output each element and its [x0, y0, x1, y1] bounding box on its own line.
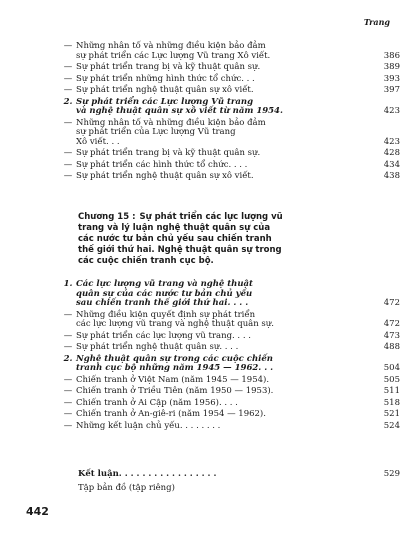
- entry-page: 438: [383, 171, 400, 181]
- entry-text: [76, 343, 374, 353]
- column-header-trang: Trang: [363, 17, 390, 27]
- entry-dash: —: [63, 342, 73, 352]
- entry-dash: —: [63, 397, 73, 408]
- conclusion-section: [78, 470, 400, 493]
- entry-page: 504: [383, 363, 400, 373]
- entry-line: Xô viết. . .: [76, 136, 120, 147]
- entry-line: Nghệ thuật quân sự trong các cuộc chiến: [76, 353, 273, 364]
- chapter-title-line: trang và lý luận nghệ thuật quân sự của: [78, 223, 271, 233]
- entry-page: 423: [383, 136, 400, 147]
- entry-page: 423: [383, 106, 400, 116]
- toc-entry: [60, 161, 400, 171]
- entry-text: [76, 119, 374, 148]
- entry-dash: —: [63, 420, 73, 431]
- entry-text: [76, 161, 374, 171]
- entry-line: Sự phát triển trang bị và kỹ thuật quân sự.: [76, 148, 261, 158]
- toc-section-chapter-15: [60, 280, 400, 433]
- toc-entry: [60, 98, 400, 117]
- entry-line: quân sự của các nước tư bản chủ yếu: [76, 288, 253, 299]
- entry-page: 521: [383, 409, 400, 419]
- entry-dash: —: [63, 148, 73, 158]
- entry-line: Các lực lượng vũ trang và nghệ thuật: [76, 279, 253, 289]
- entry-dash: —: [63, 330, 73, 341]
- chapter-15-heading: [78, 212, 396, 267]
- entry-text: [76, 399, 374, 409]
- toc-entry: [60, 149, 400, 159]
- entry-page: 393: [383, 73, 400, 84]
- conclusion-page: 529: [383, 469, 400, 479]
- entry-text: [76, 376, 374, 386]
- entry-dash: —: [63, 85, 73, 95]
- toc-entry: [60, 75, 400, 85]
- entry-line: Chiến tranh ở Triều Tiên (năm 1950 — 1953).: [76, 386, 274, 396]
- entry-line: Sự phát triển nghệ thuật quân sự. . . .: [76, 342, 239, 352]
- entry-text: [76, 387, 374, 397]
- entry-line: Những kết luận chủ yếu. . . . . . . .: [76, 420, 221, 431]
- entry-text: [76, 98, 374, 117]
- entry-page: 518: [383, 397, 400, 408]
- toc-entry: [60, 332, 400, 342]
- entry-line: sự phát triển các Lực lượng Vũ trang Xô viết.: [76, 50, 271, 61]
- entry-line: Sự phát triển nghệ thuật quân sự xô viết.: [76, 171, 254, 181]
- entry-dash: —: [63, 62, 73, 72]
- entry-page: 505: [383, 374, 400, 385]
- chapter-title-line: Sự phát triển các lực lượng vũ: [139, 212, 283, 222]
- toc-entry: [60, 376, 400, 386]
- toc-entry: [60, 410, 400, 420]
- entry-page: 488: [383, 342, 400, 352]
- toc-entry: [60, 387, 400, 397]
- toc-entry: [60, 343, 400, 353]
- entry-page: 472: [383, 319, 400, 329]
- entry-text: [76, 332, 374, 342]
- toc-entry: [60, 399, 400, 409]
- entry-number: 1.: [63, 279, 73, 289]
- entry-dash: —: [63, 386, 73, 396]
- entry-line: Sự phát triển trang bị và kỹ thuật quân sự.: [76, 62, 261, 72]
- entry-dash: —: [63, 73, 73, 84]
- entry-line: tranh cục bộ những năm 1945 — 1962. . .: [76, 363, 274, 373]
- entry-text: [76, 280, 374, 309]
- entry-line: Sự phát triển những hình thức tổ chức. . .: [76, 73, 255, 84]
- chapter-label: Chương 15 :: [78, 212, 136, 222]
- toc-entry: [60, 119, 400, 148]
- entry-text: [76, 410, 374, 420]
- entry-line: Sự phát triển các hình thức tổ chức. . . .: [76, 159, 248, 170]
- toc-entry: [60, 422, 400, 432]
- entry-text: [76, 149, 374, 159]
- entry-dash: —: [63, 309, 73, 320]
- toc-entry: [60, 311, 400, 330]
- entry-line: và nghệ thuật quân sự xô viết từ năm 1954.: [76, 106, 283, 116]
- entry-text: [76, 75, 374, 85]
- toc-entry: [60, 355, 400, 374]
- toc-entry: [60, 280, 400, 309]
- entry-text: [76, 172, 374, 182]
- entry-number: 2.: [63, 353, 73, 364]
- entry-text: [76, 42, 374, 61]
- entry-line: sau chiến tranh thế giới thứ hai. . . .: [76, 298, 249, 308]
- entry-page: 511: [383, 386, 400, 396]
- entry-page: 389: [383, 62, 400, 72]
- entry-page: 428: [383, 148, 400, 158]
- entry-text: [76, 311, 374, 330]
- entry-page: 397: [383, 85, 400, 95]
- entry-line: Sự phát triển các lực lượng vũ trang. . . .: [76, 330, 251, 341]
- toc-section-top: [60, 42, 400, 184]
- chapter-title-line: thế giới thứ hai. Nghệ thuật quân sự trong: [78, 245, 282, 255]
- conclusion-label: Kết luận. . . . . . . . . . . . . . . . .: [78, 469, 217, 479]
- entry-text: [76, 86, 374, 96]
- toc-entry: [60, 86, 400, 96]
- entry-dash: —: [63, 117, 73, 128]
- entry-line: Những nhân tố và những điều kiện bảo đảm: [76, 117, 266, 128]
- entry-line: Những nhân tố và những điều kiện bảo đảm: [76, 41, 266, 51]
- entry-page: 524: [383, 420, 400, 431]
- entry-line: Chiến tranh ở An-giê-ri (năm 1954 — 1962).: [76, 409, 266, 419]
- entry-line: các lực lượng vũ trang và nghệ thuật quân sự.: [76, 319, 274, 329]
- entry-line: Những điều kiện quyết định sự phát triển: [76, 309, 256, 320]
- entry-line: Sự phát triển các Lực lượng Vũ trang: [76, 96, 254, 107]
- entry-line: Chiến tranh ở Việt Nam (năm 1945 — 1954).: [76, 374, 270, 385]
- entry-page: 386: [383, 50, 400, 61]
- entry-text: [76, 422, 374, 432]
- entry-line: sự phát triển của Lực lượng Vũ trang: [76, 127, 236, 137]
- toc-entry: [60, 42, 400, 61]
- entry-dash: —: [63, 374, 73, 385]
- atlas-note: Tập bản đồ (tập riêng): [78, 482, 175, 493]
- entry-dash: —: [63, 159, 73, 170]
- entry-text: [76, 63, 374, 73]
- entry-dash: —: [63, 171, 73, 181]
- entry-text: [76, 355, 374, 374]
- page-number: 442: [26, 505, 49, 518]
- chapter-title-line: các cuộc chiến tranh cục bộ.: [78, 256, 214, 266]
- entry-page: 473: [383, 330, 400, 341]
- entry-dash: —: [63, 409, 73, 419]
- toc-entry: [60, 63, 400, 73]
- chapter-title-line: các nước tư bản chủ yếu sau chiến tranh: [78, 234, 272, 244]
- entry-number: 2.: [63, 96, 73, 107]
- entry-page: 434: [383, 159, 400, 170]
- toc-entry: [60, 172, 400, 182]
- entry-line: Chiến tranh ở Ai Cập (năm 1956). . . .: [76, 397, 238, 408]
- entry-page: 472: [383, 298, 400, 308]
- entry-dash: —: [63, 41, 73, 51]
- entry-line: Sự phát triển nghệ thuật quân sự xô viết.: [76, 85, 254, 95]
